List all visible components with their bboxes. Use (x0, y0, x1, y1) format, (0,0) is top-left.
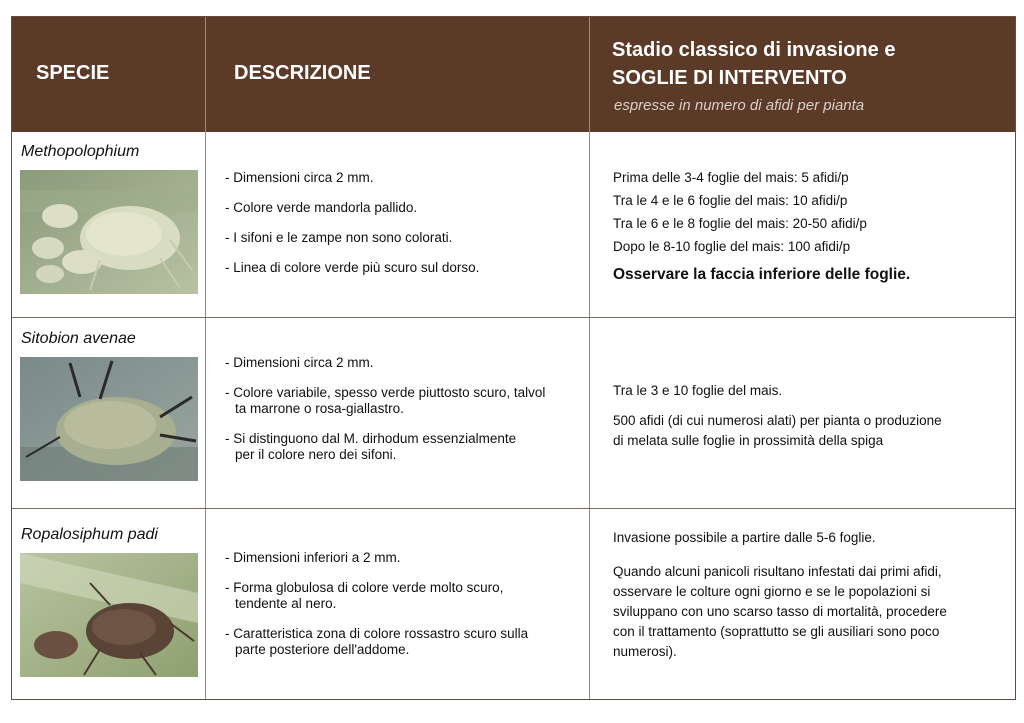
threshold-line: Tra le 6 e le 8 foglie del mais: 20-50 afidi/p (613, 216, 867, 231)
description-line: - Dimensioni circa 2 mm. (225, 355, 374, 370)
thresholds-methopolophium (613, 170, 910, 290)
threshold-line: Tra le 4 e le 6 foglie del mais: 10 afidi/p (613, 193, 848, 208)
description-line: - Linea di colore verde più scuro sul dorso. (225, 260, 480, 275)
description-line: - Dimensioni circa 2 mm. (225, 170, 374, 185)
description-sitobion-avenae (225, 355, 545, 477)
threshold-line: Quando alcuni panicoli risultano infestati dai primi afidi, (613, 564, 942, 579)
threshold-note: Osservare la faccia inferiore delle foglie. (613, 266, 911, 283)
aphid-photo-methopolophium (20, 170, 198, 294)
table-header (12, 17, 1015, 132)
description-line: - Si distinguono dal M. dirhodum essenzialmente (225, 431, 517, 446)
aphid-table (11, 16, 1016, 700)
threshold-line: di melata sulle foglie in prossimità della spiga (613, 433, 884, 448)
description-line: tendente al nero. (235, 596, 337, 611)
description-line: parte posteriore dell'addome. (235, 642, 410, 657)
header-thresholds-line2: SOGLIE DI INTERVENTO (612, 67, 847, 89)
threshold-line: con il trattamento (soprattutto se gli ausiliari sono poco (613, 624, 940, 639)
species-name: Methopolophium (21, 143, 140, 160)
species-name: Sitobion avenae (21, 330, 136, 347)
threshold-line: Prima delle 3-4 foglie del mais: 5 afidi/p (613, 170, 849, 185)
description-line: - Colore variabile, spesso verde piuttosto scuro, talvol (225, 385, 546, 400)
description-line: - Dimensioni inferiori a 2 mm. (225, 550, 401, 565)
description-line: ta marrone o rosa-giallastro. (235, 401, 404, 416)
aphid-photo-ropalosiphum-padi (20, 553, 198, 677)
description-line: - Colore verde mandorla pallido. (225, 200, 418, 215)
header-thresholds-subtitle: espresse in numero di afidi per pianta (614, 97, 865, 114)
threshold-line: numerosi). (613, 644, 677, 659)
description-line: - Forma globulosa di colore verde molto scuro, (225, 580, 504, 595)
species-name: Ropalosiphum padi (21, 526, 158, 543)
col-divider (205, 17, 206, 699)
description-line: per il colore nero dei sifoni. (235, 447, 397, 462)
aphid-photo-sitobion-avenae (20, 357, 198, 481)
row-divider (12, 508, 1015, 509)
description-line: - I sifoni e le zampe non sono colorati. (225, 230, 453, 245)
header-species: SPECIE (36, 62, 110, 84)
header-description: DESCRIZIONE (234, 62, 371, 84)
col-divider (589, 17, 590, 699)
description-methopolophium (225, 170, 479, 290)
threshold-line: Invasione possibile a partire dalle 5-6 foglie. (613, 530, 876, 545)
thresholds-sitobion-avenae (613, 383, 942, 456)
threshold-line: Tra le 3 e 10 foglie del mais. (613, 383, 783, 398)
threshold-line: 500 afidi (di cui numerosi alati) per pianta o produzione (613, 413, 942, 428)
row-divider (12, 317, 1015, 318)
threshold-line: Dopo le 8-10 foglie del mais: 100 afidi/p (613, 239, 851, 254)
threshold-line: sviluppano con uno scarso tasso di mortalità, procedere (613, 604, 947, 619)
thresholds-ropalosiphum-padi (613, 530, 947, 667)
header-thresholds-line1: Stadio classico di invasione e (612, 39, 896, 61)
description-ropalosiphum-padi (225, 550, 528, 672)
threshold-line: osservare le colture ogni giorno e se le popolazioni si (613, 584, 931, 599)
description-line: - Caratteristica zona di colore rossastro scuro sulla (225, 626, 529, 641)
